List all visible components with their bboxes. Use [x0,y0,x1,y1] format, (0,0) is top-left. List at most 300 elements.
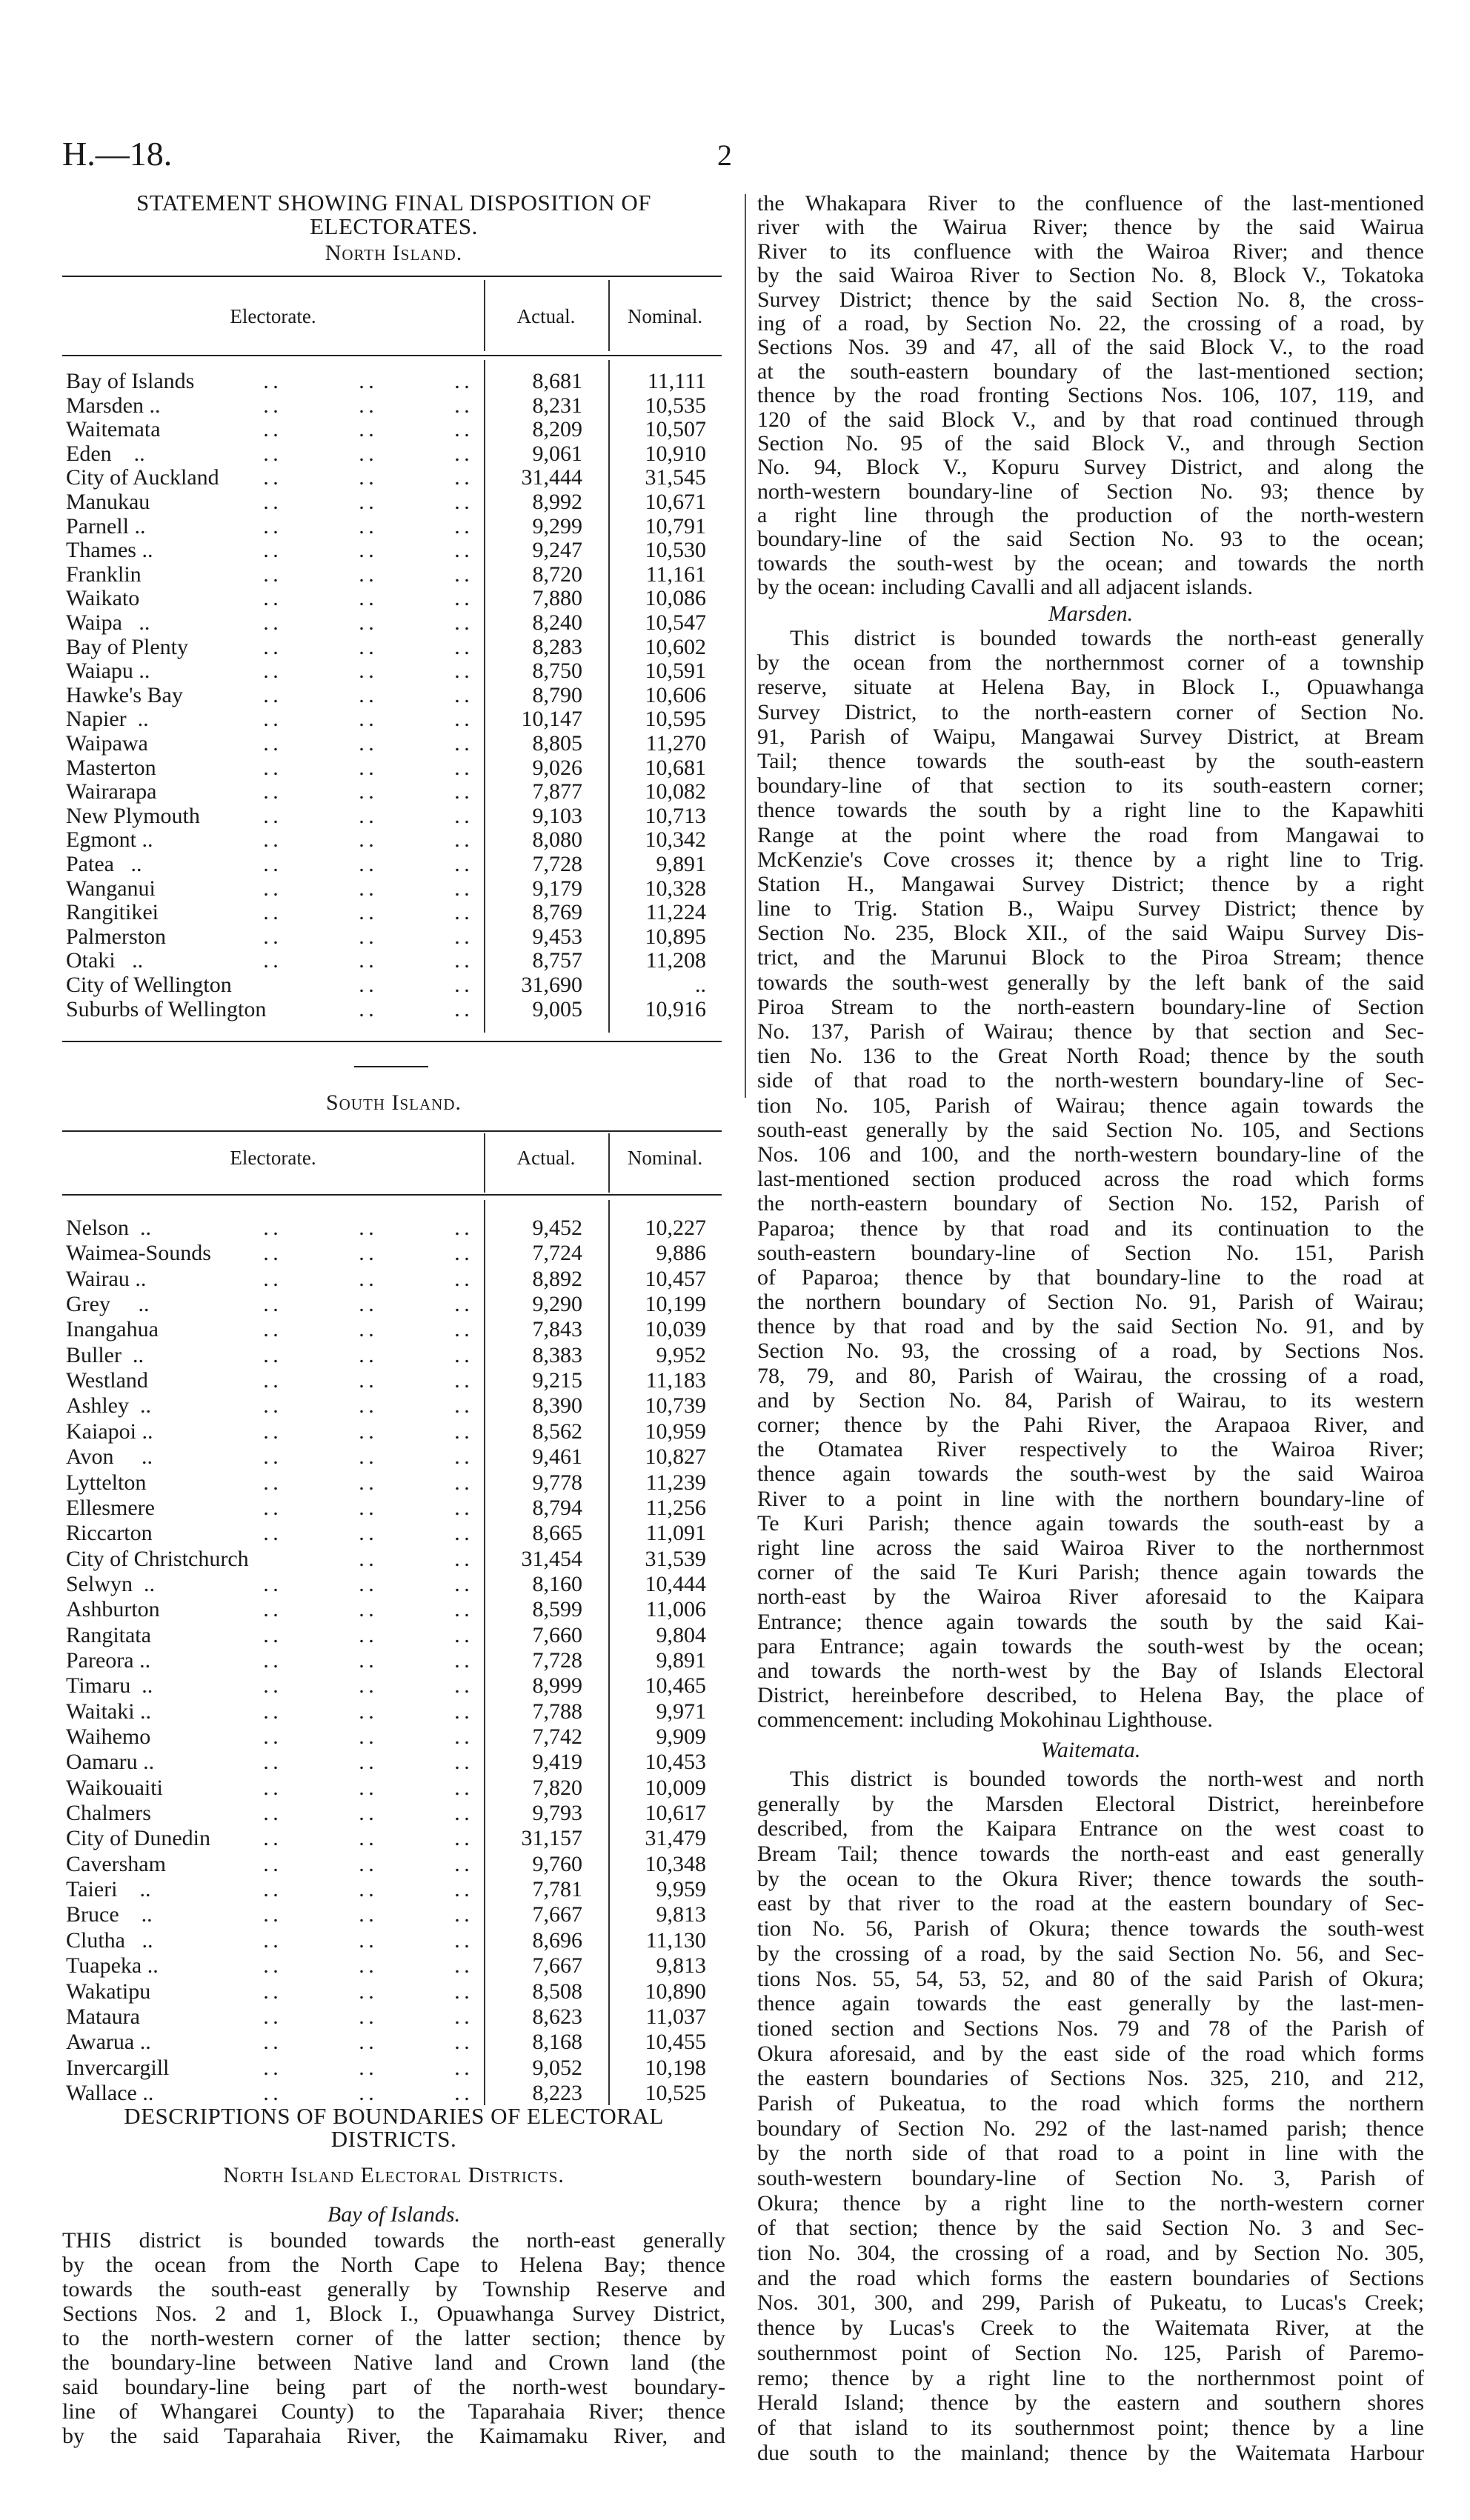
electorate-name: Masterton [66,755,156,780]
actual-value: 9,453 [532,924,582,949]
electorate-name: Hawke's Bay [66,682,183,707]
leader-dots [355,394,377,418]
text-line: the eastern boundaries of Sections Nos. 325, 210, and 212, [757,2066,1424,2091]
column-divider [608,360,610,1033]
electorate-name: Eden .. [66,441,145,466]
actual-value: 8,992 [532,490,582,514]
leader-dots [355,1216,377,1240]
leader-dots [355,1929,377,1953]
text-line: reserve, situate at Helena Bay, in Block I., Opuawhanga [757,675,1424,700]
leader-dots [355,949,377,973]
electorate-name: Timaru .. [66,1673,153,1699]
electorate-name: Lyttelton [66,1470,147,1495]
north-island-table [62,276,722,1046]
leader-dots [259,1624,282,1647]
text-line: of that island to its southernmost point; thence by a line [757,2415,1424,2440]
electorate-name: Invercargill [66,2055,170,2080]
leader-dots [450,1980,473,2004]
actual-value: 9,103 [532,803,582,828]
text-line: south-western boundary-line of Section No. 3, Parish of [757,2166,1424,2190]
leader-dots [450,949,473,973]
nominal-value: 10,455 [645,2030,706,2055]
leader-dots [259,1878,282,1901]
leader-dots [355,1521,377,1545]
leader-dots [259,1293,282,1316]
nominal-value: 10,525 [645,2080,706,2105]
leader-dots [450,804,473,828]
leader-dots [450,1750,473,1774]
electorate-name: Rangitikei [66,900,159,925]
leader-dots [450,732,473,756]
actual-value: 31,690 [521,973,582,997]
leader-dots [355,1903,377,1927]
nominal-value: 31,539 [645,1546,706,1571]
leader-dots [259,828,282,852]
leader-dots [259,684,282,707]
leader-dots [355,2005,377,2029]
actual-value: 9,793 [532,1801,582,1826]
text-line: Parish of Pukeatua, to the road which forms the northern [757,2090,1424,2116]
leader-dots [355,418,377,441]
actual-value: 31,444 [521,465,582,490]
actual-value: 8,665 [532,1521,582,1546]
nominal-value: 10,342 [645,827,706,853]
electorate-name: Wairau .. [66,1266,147,1291]
actual-value: 8,223 [532,2080,582,2105]
actual-value: 7,843 [532,1317,582,1342]
leader-dots [259,1394,282,1418]
leader-dots [355,1750,377,1774]
table-top-rule [62,276,722,277]
leader-dots [259,659,282,683]
text-line: towards the south-east generally by Township Reserve and [62,2277,725,2301]
bay-of-islands-description-part-1 [62,2228,725,2448]
electorate-name: Riccarton [66,1521,153,1546]
leader-dots [259,1649,282,1673]
electorate-name: Waitemata [66,417,161,442]
actual-value: 9,061 [532,441,582,466]
leader-dots [259,1954,282,1978]
actual-value: 8,681 [532,369,582,393]
text-line: thence by the road fronting Sections Nos. 106, 107, 119, and [757,383,1424,408]
text-line: No. 137, Parish of Wairau; thence by that section and Sec- [757,1019,1424,1044]
actual-value: 7,788 [532,1699,582,1724]
text-line: river with the Wairua River; thence by the said Wairua [757,215,1424,240]
leader-dots [259,1496,282,1520]
column-header-electorate: Electorate. [230,1147,316,1169]
text-line: No. 94, Block V., Kopuru Survey District, and along the [757,455,1424,480]
text-line: This district is bounded towords the north-west and north [790,1767,1424,1791]
leader-dots [450,1318,473,1341]
south-island-heading: South Island. [325,1090,462,1115]
actual-value: 8,508 [532,1979,582,2004]
electorate-name: Franklin [66,561,142,587]
leader-dots [355,901,377,924]
leader-dots [259,1750,282,1774]
nominal-value: 9,909 [656,1724,706,1749]
nominal-value: 10,739 [645,1393,706,1419]
leader-dots [355,611,377,635]
electorate-name: Awarua .. [66,2030,151,2055]
leader-dots [259,490,282,514]
leader-dots [259,563,282,587]
leader-dots [259,394,282,418]
leader-dots [450,418,473,441]
leader-dots [355,804,377,828]
text-line: trict, and the Marunui Block to the Piroa Stream; thence [757,945,1424,970]
statement-title [62,191,725,239]
leader-dots [450,1853,473,1876]
leader-dots [259,1344,282,1367]
nominal-value: 9,971 [656,1699,706,1724]
actual-value: 8,390 [532,1393,582,1419]
electorate-name: Wallace .. [66,2080,154,2105]
leader-dots [450,1471,473,1495]
text-line: by the north side of that road to a point in line with the [757,2141,1424,2166]
electorate-name: New Plymouth [66,803,200,828]
nominal-value: 10,671 [645,490,706,514]
leader-dots [450,756,473,780]
text-line: north-western boundary-line of Section No. 93; thence by [757,479,1424,504]
leader-dots [450,1649,473,1673]
text-line: THIS district is bounded towards the north-east generally [62,2228,725,2253]
leader-dots [259,1420,282,1444]
actual-value: 8,805 [532,731,582,756]
leader-dots [355,2056,377,2080]
leader-dots [259,370,282,393]
actual-value: 8,160 [532,1571,582,1596]
leader-dots [450,925,473,949]
actual-value: 8,623 [532,2004,582,2029]
nominal-value: 31,479 [645,1826,706,1851]
actual-value: 8,790 [532,682,582,707]
text-line: corner of the said Te Kuri Parish; thence again towards the [757,1560,1424,1585]
nominal-value: 11,270 [645,731,706,756]
text-line: Okura aforesaid, and by the east side of the road which forms [757,2041,1424,2066]
leader-dots [259,1573,282,1596]
leader-dots [450,1293,473,1316]
electorate-name: Wanganui [66,876,156,901]
text-line: Survey District; thence by the said Section No. 8, the cross- [757,287,1424,312]
column-header-actual: Actual. [516,305,576,327]
electorate-name: Napier .. [66,707,149,732]
text-line: north-east by the Wairoa River aforesaid to the Kaipara [757,1584,1424,1610]
nominal-value: 10,039 [645,1317,706,1342]
leader-dots [355,973,377,997]
nominal-value: 11,256 [645,1495,706,1520]
leader-dots [355,1624,377,1647]
actual-value: 9,778 [532,1470,582,1495]
leader-dots [355,466,377,490]
leader-dots [259,1267,282,1291]
leader-dots [259,804,282,828]
leader-dots [259,442,282,466]
nominal-value: 11,037 [645,2004,706,2029]
leader-dots [450,1420,473,1444]
actual-value: 9,005 [532,996,582,1021]
leader-dots [450,1344,473,1367]
nominal-value: 10,890 [645,1979,706,2004]
descriptions-title-line-1: DESCRIPTIONS OF BOUNDARIES OF ELECTORAL [124,2103,664,2129]
actual-value: 9,419 [532,1750,582,1775]
leader-dots [450,1827,473,1850]
leader-dots [355,1471,377,1495]
electorate-name: Ashley .. [66,1393,151,1419]
actual-value: 9,290 [532,1292,582,1317]
leader-dots [355,2081,377,2105]
actual-value: 8,231 [532,393,582,418]
text-line: Sections Nos. 39 and 47, all of the said Block V., to the road [757,335,1424,360]
actual-value: 8,794 [532,1495,582,1520]
nominal-value: 10,591 [645,659,706,684]
nominal-value: 10,227 [645,1216,706,1240]
leader-dots [450,1954,473,1978]
leader-dots [259,1853,282,1876]
leader-dots [450,973,473,997]
nominal-value: 10,617 [645,1801,706,1826]
nominal-value: 10,082 [645,779,706,804]
leader-dots [259,636,282,659]
text-line: side of that road to the north-western boundary-line of Sec- [757,1068,1424,1093]
actual-value: 7,667 [532,1902,582,1927]
text-line: ing of a road, by Section No. 22, the crossing of a road, by [757,310,1424,336]
text-line: southernmost point of Section No. 125, Parish of Paremo- [757,2340,1424,2365]
text-line: para Entrance; again towards the south-west by the ocean; [757,1633,1424,1659]
bay-of-islands-heading: Bay of Islands. [327,2202,461,2227]
text-line: Survey District, to the north-eastern corner of Section No. [757,699,1424,724]
text-line: last-mentioned section produced across the road which forms [757,1167,1424,1192]
leader-dots [259,2056,282,2080]
leader-dots [450,1547,473,1571]
leader-dots [450,828,473,852]
leader-dots [355,1293,377,1316]
leader-dots [450,1521,473,1545]
text-line: the boundary-line between Native land and Crown land (the [62,2350,725,2375]
electorate-name: Caversham [66,1851,166,1876]
leader-dots [450,466,473,490]
electorate-name: Waimea-Sounds [66,1241,211,1266]
text-line: by the ocean: including Cavalli and all adjacent islands. [757,575,1253,600]
electorate-name: Palmerston [66,924,166,949]
leader-dots [259,1598,282,1621]
waitemata-description [757,1767,1424,2465]
leader-dots [355,1649,377,1673]
leader-dots [355,1547,377,1571]
text-line: River to its confluence with the Wairoa River; and thence [757,239,1424,264]
nominal-value: 10,595 [645,707,706,732]
text-line: thence again towards the south-west by the said Wairoa [757,1461,1424,1487]
leader-dots [259,877,282,901]
actual-value: 8,080 [532,827,582,853]
leader-dots [355,1445,377,1469]
nominal-value: 9,959 [656,1877,706,1902]
leader-dots [450,1598,473,1621]
nominal-value: 11,183 [645,1368,706,1393]
statement-title-line-2: ELECTORATES. [310,213,478,239]
column-divider [608,280,610,351]
leader-dots [259,1521,282,1545]
text-line: Section No. 95 of the said Block V., and through Section [757,430,1424,456]
leader-dots [259,1674,282,1698]
electorate-name: Buller .. [66,1342,144,1367]
text-line: thence by Lucas's Creek to the Waitemata River, at the [757,2316,1424,2341]
electorate-name: Mataura [66,2004,140,2029]
leader-dots [259,539,282,562]
text-line: Range at the point where the road from Mangawai to [757,822,1424,847]
electorate-name: Nelson .. [66,1216,151,1240]
leader-dots [355,1394,377,1418]
leader-dots [355,1776,377,1800]
leader-dots [450,2005,473,2029]
nominal-value: 11,224 [645,900,706,925]
text-line: Section No. 235, Block XII., of the said Waipu Survey Dis- [757,921,1424,946]
leader-dots [355,925,377,949]
column-divider [484,360,485,1033]
actual-value: 7,728 [532,1647,582,1673]
leader-dots [450,684,473,707]
nominal-value: 11,161 [645,561,706,587]
nominal-value: 9,891 [656,1647,706,1673]
north-island-electoral-districts-heading: North Island Electoral Districts. [223,2163,565,2187]
header-bottom-rule [62,355,722,356]
leader-dots [355,1674,377,1698]
text-line: Section No. 93, the crossing of a road, by Sections Nos. [757,1339,1424,1364]
text-line: of that section; thence by the said Section No. 3 and Sec- [757,2216,1424,2241]
leader-dots [450,636,473,659]
leader-dots [355,1344,377,1367]
nominal-value: 9,804 [656,1622,706,1647]
electorate-name: Waipa .. [66,610,150,635]
actual-value: 8,769 [532,900,582,925]
leader-dots [355,636,377,659]
leader-dots [450,1394,473,1418]
actual-value: 8,168 [532,2030,582,2055]
electorate-name: Bay of Islands [66,369,195,393]
text-line: by the ocean to the Okura River; thence towards the south- [757,1866,1424,1891]
actual-value: 9,760 [532,1851,582,1876]
leader-dots [450,394,473,418]
column-divider [484,1133,485,1193]
leader-dots [259,780,282,804]
text-line: tien No. 136 to the Great North Road; thence by the south [757,1044,1424,1069]
actual-value: 9,052 [532,2055,582,2080]
electorate-name: Rangitata [66,1622,151,1647]
electorate-name: Kaiapoi .. [66,1419,153,1444]
electorate-name: Selwyn .. [66,1571,155,1596]
actual-value: 7,820 [532,1775,582,1800]
text-line: by the said Taparahaia River, the Kaimamaku River, and [62,2424,725,2448]
actual-value: 9,026 [532,755,582,780]
text-line: to the north-western corner of the latter section; thence by [62,2326,725,2350]
nominal-value: 10,602 [645,634,706,659]
leader-dots [355,659,377,683]
nominal-value: 10,198 [645,2055,706,2080]
leader-dots [355,998,377,1021]
electorate-name: City of Wellington [66,973,232,997]
leader-dots [450,1573,473,1596]
text-line: right line across the said Wairoa River to the northernmost [757,1535,1424,1560]
leader-dots [450,659,473,683]
electorate-name: Manukau [66,490,150,514]
column-divider [484,1200,485,2105]
text-line: tions Nos. 55, 54, 53, 52, and 80 of the said Parish of Okura; [757,1966,1424,1991]
text-line: by the ocean from the northernmost corner of a township [757,650,1424,676]
bay-of-islands-description-part-2 [757,192,1424,600]
leader-dots [450,1674,473,1698]
actual-value: 7,781 [532,1877,582,1902]
leader-dots [450,1624,473,1647]
statement-title-line-1: STATEMENT SHOWING FINAL DISPOSITION OF [136,190,652,216]
electorate-name: Waipawa [66,731,148,756]
nominal-value: 10,713 [645,803,706,828]
electorate-name: City of Auckland [66,465,219,490]
text-line: east by that river to the road at the eastern boundary of Sec- [757,1891,1424,1916]
nominal-value: 11,091 [645,1521,706,1546]
leader-dots [355,732,377,756]
page-number: 2 [717,139,732,172]
leader-dots [259,466,282,490]
leader-dots [355,1267,377,1291]
leader-dots [450,2081,473,2105]
leader-dots [355,756,377,780]
nominal-value: 10,465 [645,1673,706,1699]
actual-value: 8,599 [532,1597,582,1622]
leader-dots [259,587,282,610]
text-line: Nos. 106 and 100, and the north-western boundary-line of the [757,1141,1424,1167]
leader-dots [355,828,377,852]
actual-value: 7,667 [532,1953,582,1979]
actual-value: 8,750 [532,659,582,684]
electorate-name: Oamaru .. [66,1750,155,1775]
leader-dots [355,780,377,804]
nominal-value: 10,547 [645,610,706,635]
leader-dots [450,707,473,731]
leader-dots [259,1801,282,1825]
electorate-name: Bruce .. [66,1902,153,1927]
leader-dots [450,1496,473,1520]
leader-dots [450,1929,473,1953]
text-line: Nos. 301, 300, and 299, Parish of Pukeatu, to Lucas's Creek; [757,2290,1424,2316]
leader-dots [450,611,473,635]
leader-dots [450,901,473,924]
nominal-value: 10,530 [645,538,706,563]
leader-dots [259,949,282,973]
nominal-value: 11,208 [645,948,706,973]
leader-dots [355,2030,377,2054]
text-line: District, hereinbefore described, to Helena Bay, the place of [757,1683,1424,1708]
nominal-value: 9,813 [656,1953,706,1979]
leader-dots [259,1929,282,1953]
text-line: boundary-line of that section to its south-eastern corner; [757,773,1424,799]
text-line: and the road which forms the eastern boundaries of Sections [757,2265,1424,2290]
electorate-name: Patea .. [66,852,142,876]
leader-dots [259,1725,282,1749]
nominal-value: 10,328 [645,876,706,901]
nominal-value: 10,199 [645,1292,706,1317]
nominal-value: 11,111 [647,369,706,393]
text-line: thence again towards the east generally by the last-men- [757,1991,1424,2016]
leader-dots [355,1598,377,1621]
leader-dots [259,1445,282,1469]
actual-value: 8,892 [532,1266,582,1291]
leader-dots [450,1776,473,1800]
actual-value: 8,757 [532,948,582,973]
actual-value: 8,562 [532,1419,582,1444]
electorate-name: Inangahua [66,1317,159,1342]
electorate-name: City of Christchurch [66,1546,249,1571]
nominal-value: 9,886 [656,1241,706,1266]
text-line: by the said Wairoa River to Section No. 8, Block V., Tokatoka [757,263,1424,288]
